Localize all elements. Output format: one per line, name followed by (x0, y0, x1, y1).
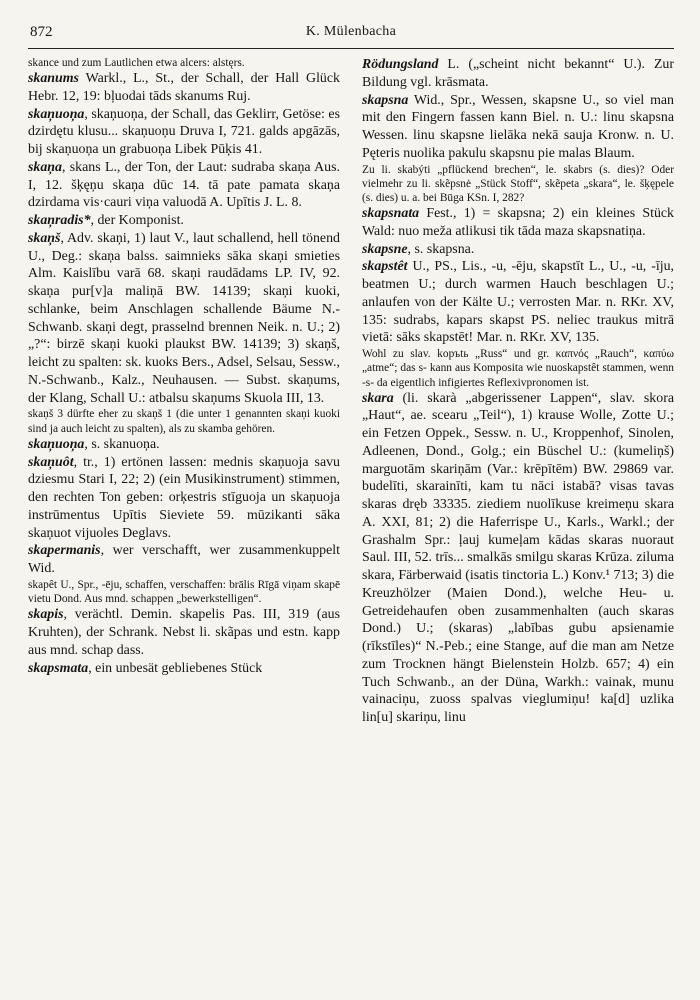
entry-skanuona-ref: skaņuoņa, s. skanuoņa. (28, 436, 160, 452)
two-column-body (28, 56, 674, 727)
entry-skapsnata: skapsnata Fest., 1) = skapsna; 2) ein kleines Stück Wald: nuo meža atlikusi tik tāda maza skapsnatiņa. (362, 206, 674, 239)
entry-skapsna: skapsna Wid., Spr., Wessen, skapsne U., so viel man mit den Fingern fassen kann Biel. n. U.: linu skapsna Wessen. linu skapsne lielāka nekā sauja Kronw. n. U. Pęteris nuolika pakulu skapsnu pie malas Blaum. (362, 92, 674, 161)
entry-skapstet-note: Wohl zu slav. kopъtь „Russ“ und gr. καπνός „Rauch“, καπύω „atme“; das s- kann aus Komposita wie nuoskapstêt stammen, wenn -s- da eigentlich infigiertes Reflexivpronomen ist. (362, 348, 674, 389)
entry-skanums: skanums Warkl., L., St., der Schall, der Hall Glück Hebr. 12, 19: bļuodai tāds skanums Ruj. (28, 71, 340, 104)
entry-skapsmata-cont: Rödungsland L. („scheint nicht bekannt“ U.). Zur Bildung vgl. krāsmata. (362, 57, 674, 90)
headword: skaņš (28, 230, 61, 246)
entry-skara: skara (li. skarà „abgerissener Lappen“, slav. skora „Haut“, ae. scearu „Teil“), 1) krause Wolle, Zotte U.; ein Fetzen Oppek., Sessw. n. U., Kroppenhof, Sinolen, Adleenen, Dond., Golg.; ein Büschel U.: (kumeliņš) marguotām skariņām (Var.: krēpītēm) BW. 29869 var. budelīti, skarainīti, kam tu nāci istabā? visas tavas skaras dręb 33335. ziediem nuolīkuse kreimeņu skara A. XXI, 81; 2) die Haferrispe U., Karls., Warkl.; der Grashalm Spr.: ļauj kumeļam kādas skaras nuoraut Saul. III, 52. trīs... smalkās smilgu skaras Krūza. ziluma skara, Färberwaid (isatis tinctoria L.) Konv.¹ 713; 3) die Kreuzhölzer (Maien Dond.), welche Heu- u. Getreidehaufen oben zusammenhalten (auch skaras Dond.) U.; (skaras) „labības gubu apsienamie (rīkstīles)“ N.-Peb.; eine Stange, auf die man am Netze zum Trocknen hängt Bielenstein Holzb. 657; 4) ein Tuch Schwanb., an der Düna, Warkh.: vainak, munu vainaciņu, zuoss spalvas vieglumiņu! ka[d] uzlika lin[u] skariņu, linu (362, 390, 674, 726)
entry-skana: skaņa, skans L., der Ton, der Laut: sudraba skaņa Aus. I, 12. šķęņu skaņa dūc 14. tā pate pamata skaņa dzirdama vis·cauri viņa valuodā A. Upītis J. L. 8. (28, 159, 340, 211)
headword: skapis (28, 607, 64, 623)
entry-skapermanis: skapermanis, wer verschafft, wer zusammenkuppelt Wid. (28, 543, 340, 577)
header-rule (28, 48, 674, 49)
dictionary-page (28, 22, 674, 988)
entry-skanradis: skaņradis*, der Komponist. (28, 213, 184, 229)
page-number: 872 (30, 24, 53, 40)
entry-skapet: skapêt U., Spr., -ēju, schaffen, verschaffen: brālis Rīgā viņam skapē vietu Dond. Aus mnd. schappen „bewerkstelligen“. (28, 578, 340, 606)
right-column (362, 56, 674, 727)
entry-skanuot: skaņuôt, tr., 1) ertönen lassen: mednis skaņuoja savu dziesmu Stari I, 22; 2) (ein Musikinstrument) stimmen, den rechten Ton geben: orķestris stīguoja un skaņuoja instrūmentus Upītis Sieviete 59. mūzikanti sāka skaņuot vijuoles Deglavs. (28, 454, 340, 541)
headword: skanums (28, 71, 79, 87)
running-title: K. Mülenbacha (305, 24, 397, 39)
headword: skara (362, 390, 394, 406)
entry-skapstet: skapstêt U., PS., Lis., -u, -ēju, skapstīt L., U., -u, -īju, beatmen U.; durch warmen Hauch beschlagen U.; anlaufen von der Kälte U.; verrosten Mar. n. RKr. XV, 135: sudrabs, kapars skapst PS. neliec traukus mitrā vietā: sāks skapstēt! Mar. n. RKr. XV, 135. (362, 259, 674, 346)
entry-skans-note: skaņš 3 dürfte eher zu skaņš 1 (die unter 1 genannten skaņi kuoki sind ja auch leicht zu spalten), als zu skamba gehören. (28, 408, 340, 435)
headword: skapsmata (28, 660, 89, 676)
headword: skapsna (362, 92, 409, 108)
headword: skaņradis* (28, 213, 91, 229)
headword: skapermanis (28, 543, 101, 559)
left-column (28, 56, 340, 727)
entry-skapsmata: skapsmata, ein unbesät gebliebenes Stück (28, 660, 263, 676)
headword: skaņuôt (28, 454, 74, 470)
headword: skaņuoņa (28, 436, 85, 452)
headword: Rödungsland (362, 57, 439, 72)
headword: skapsne (362, 241, 408, 257)
entry-skapis: skapis, verächtl. Demin. skapelis Pas. III, 319 (aus Kruhten), der Schrank. Nebst li. skãpas und estn. kapp aus mnd. schap dass. (28, 607, 340, 658)
entry-skapsna-note: Zu li. skabýti „pflückend brechen“, le. skabrs (s. dies)? Oder vielmehr zu li. skẽpsnė „Stück Stoff“, skẽpeta „skara“, le. šķępele (s. dies) u. a. bei Būga KSn. I, 282? (362, 163, 674, 204)
headword: skaņuoņa (28, 106, 85, 122)
page-header (28, 22, 674, 46)
entry-skans: skaņš, Adv. skaņi, 1) laut V., laut schallend, hell tönend U., Deg.: skaņa balss. saimnieks sāka skaņi smieties Alm. Kaislību varā 68. skaņi raudādams LP. IV, 92. skaņa pur[v]a maliņā BW. 14139; skaņi kuoki, schlanke, beim Anschlagen schallende Bäume N.-Schwanb. skaņi degt, prasselnd brennen Neik. n. U.; 2) „?“: birzē skaņi kuoki plaukst BW. 14139; 3) skaņš, leicht zu spalten: sk. kuoks Bers., Adsel, Selsau, Sessw., N.-Schwanb., Kalz., Neuhausen. — Subst. skaņums, der Klang, Schall U.: atbalsu skaņums Skuola III, 13. (28, 230, 340, 406)
headword: skapsnata (362, 206, 420, 222)
headword: skapstêt (362, 259, 408, 275)
entry-skanuona: skaņuoņa, skaņuoņa, der Schall, das Geklirr, Getöse: es dzirdętu klusu... skaņuoņu Druva I, 721. galds apgāzās, bij skaņuoņa un grabuoņa Libek Pūķis 41. (28, 106, 340, 158)
headword: skaņa (28, 159, 62, 175)
entry-skance-note: skance und zum Lautlichen etwa alcers: alstęrs. (28, 57, 245, 69)
entry-skapsne: skapsne, s. skapsna. (362, 241, 475, 257)
